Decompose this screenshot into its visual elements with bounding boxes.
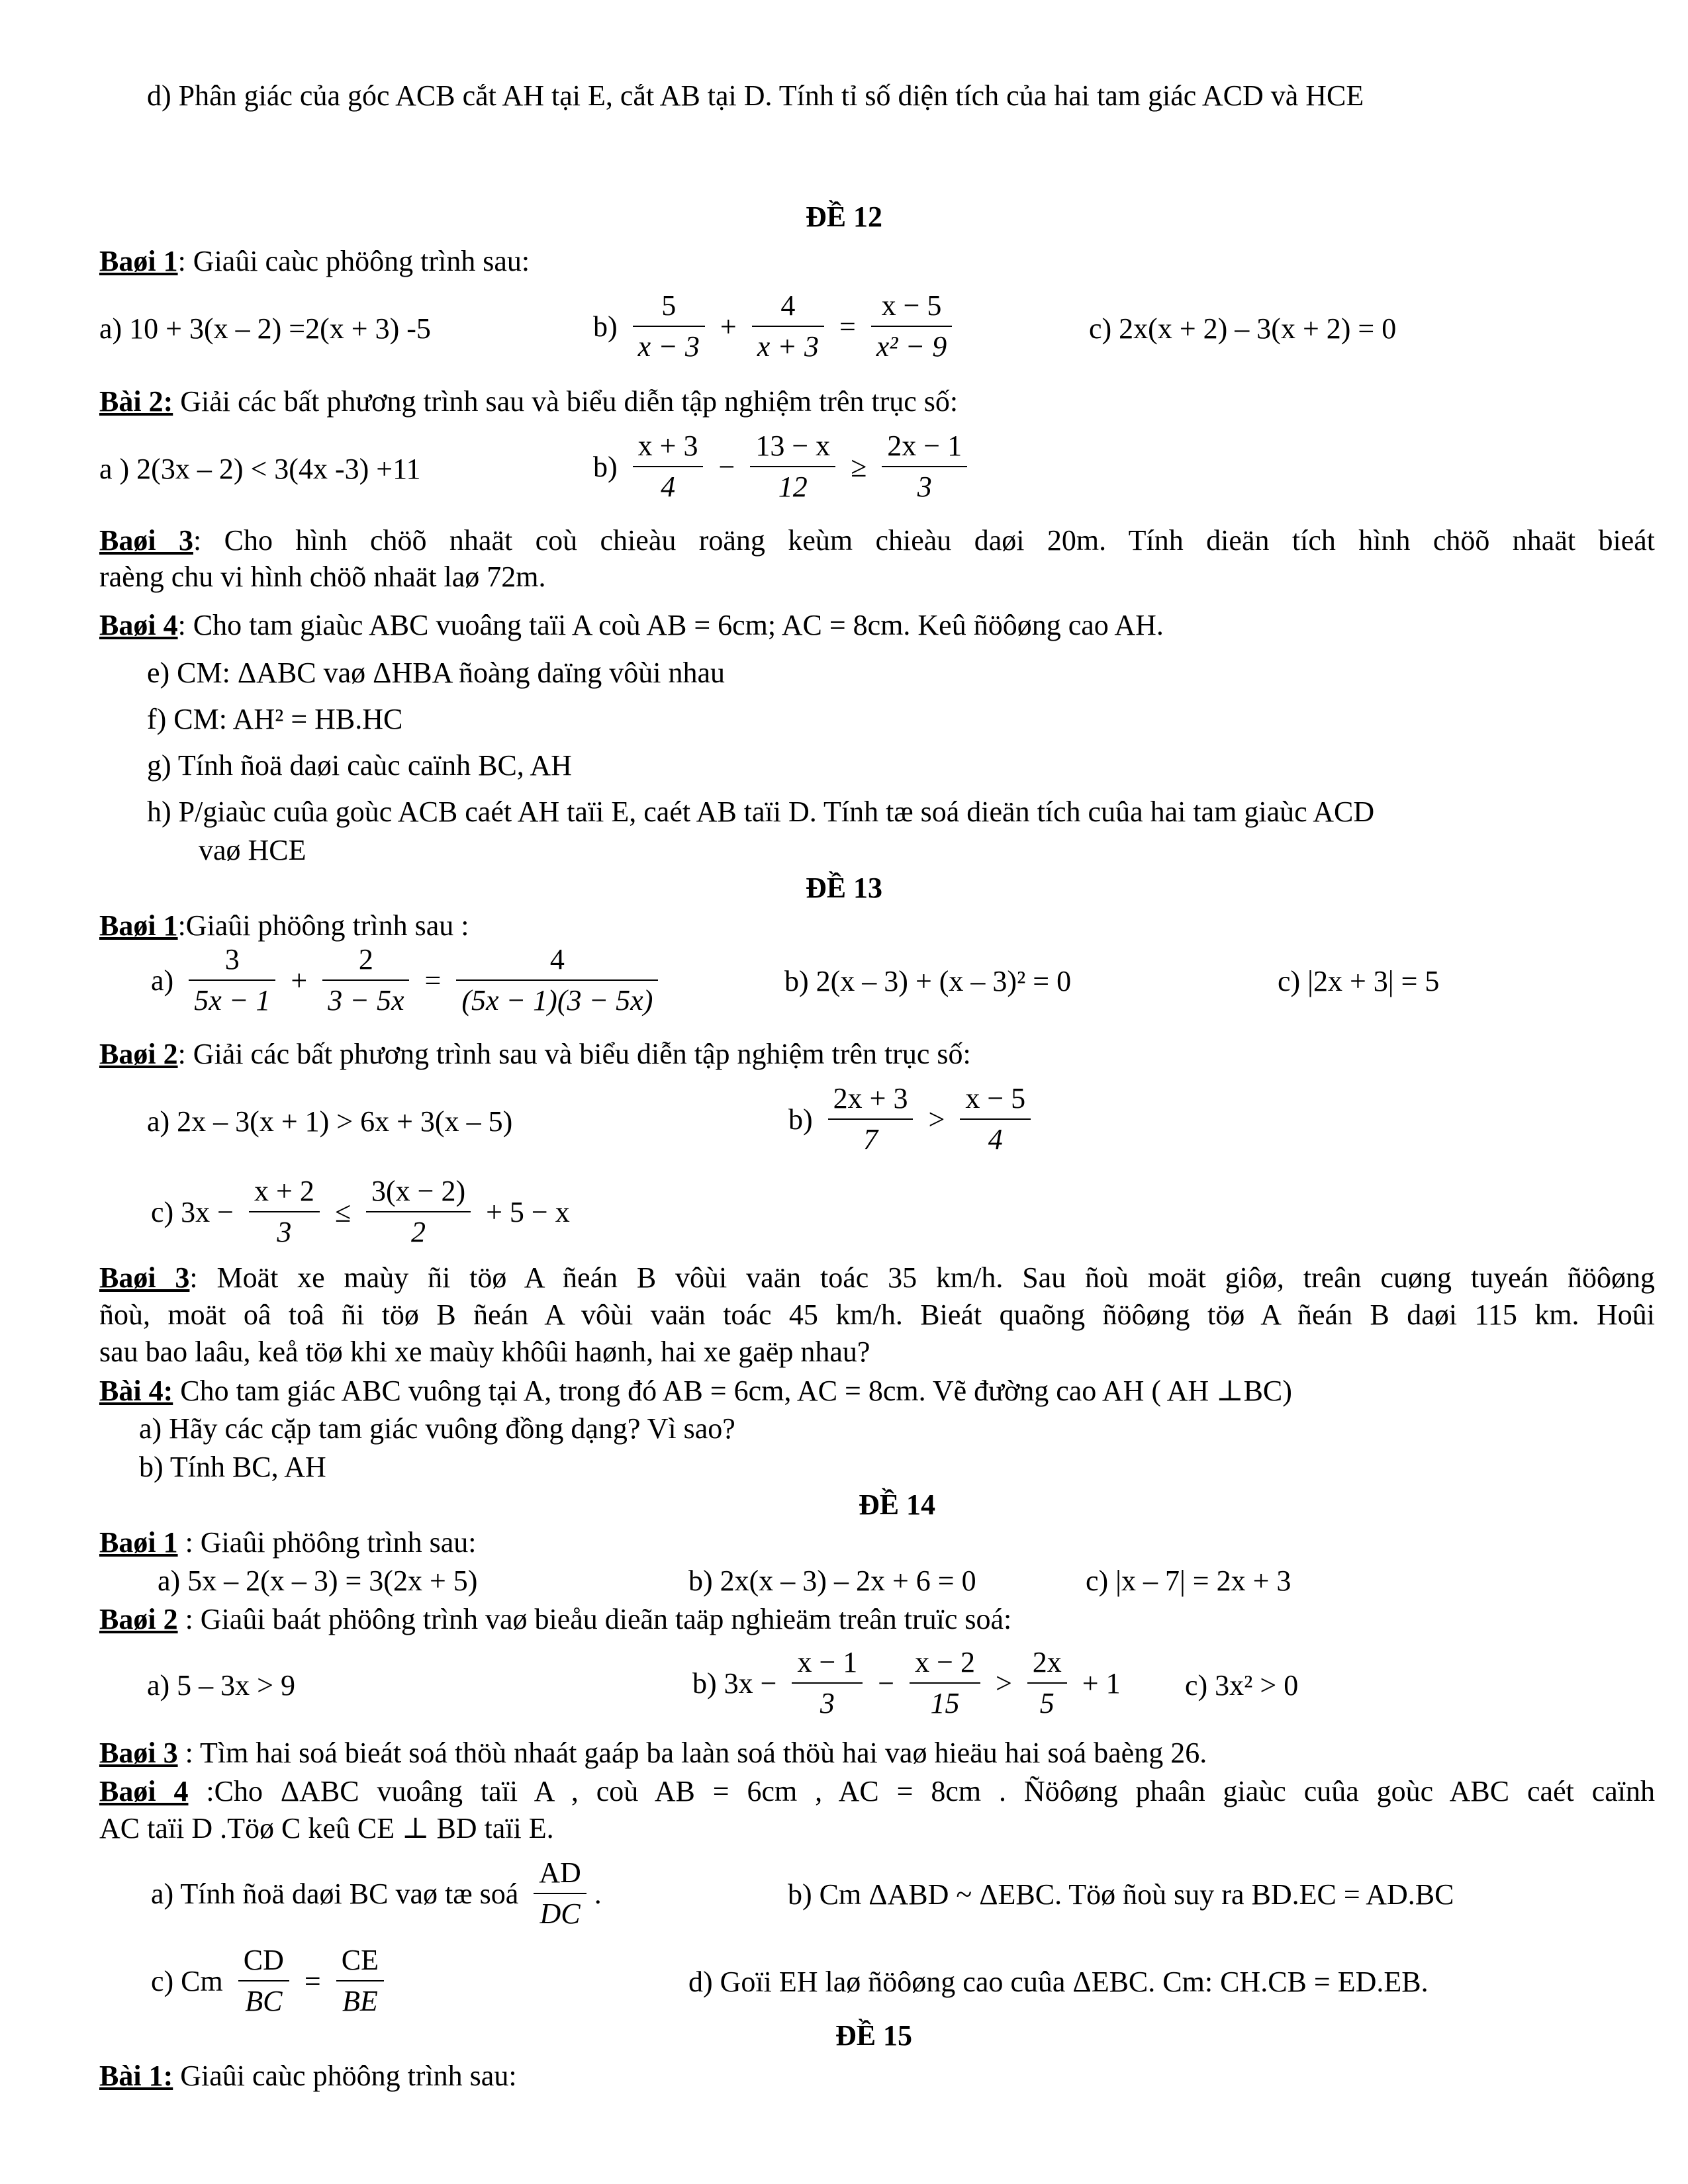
de15-bai1	[99, 2058, 517, 2094]
de14-bai4-text: :Cho ΔABC vuoâng taïi A , coù AB = 6cm , AC = 8cm . Ñöôøng phaân giaùc cuûa goùc ABC caét caïnh	[188, 1775, 1656, 1807]
de12-bai4-label: Baøi 4	[99, 609, 178, 641]
fraction: $\frac{x - 5}{\text{x² − 9}}$	[871, 286, 952, 367]
fraction: $\frac{13 - x}{12}$	[750, 426, 835, 507]
de12-bai4-f: f) CM: AH² = HB.HC	[147, 703, 403, 735]
de14-bai4-a-prefix: a) Tính ñoä daøi BC vaø tæ soá	[151, 1877, 519, 1910]
de13-bai4-text: Cho tam giác ABC vuông tại A, trong đó AB = 6cm, AC = 8cm. Vẽ đường cao AH ( AH ⊥BC)	[173, 1375, 1292, 1407]
de12-bai3-text: : Cho hình chöõ nhaät coù chieàu roäng keùm chieàu daøi 20m. Tính dieän tích hình chöõ nhaät bieát	[193, 524, 1655, 557]
de14-bai4-text-2: AC taïi D .Töø C keû CE ⊥ BD taïi E.	[99, 1812, 554, 1844]
fraction: $\frac{x - 1}{3}$	[792, 1643, 863, 1723]
fraction: $\frac{2x}{5}$	[1027, 1643, 1067, 1723]
de12-bai2-text: Giải các bất phương trình sau và biểu diễn tập nghiệm trên trục số:	[173, 385, 959, 418]
de13-bai1-text: :Giaûi phöông trình sau :	[177, 909, 469, 942]
de14-bai2-b-tail: + 1	[1082, 1666, 1121, 1700]
de13-bai2-label: Baøi 2	[99, 1038, 178, 1070]
fraction: $\frac{AD}{DC}$	[534, 1853, 586, 1934]
de12-bai4-text: : Cho tam giaùc ABC vuoâng taïi A coù AB = 6cm; AC = 8cm. Keû ñöôøng cao AH.	[177, 609, 1164, 641]
de12-bai1-label: Baøi 1	[99, 245, 178, 277]
de14-bai4-label: Baøi 4	[99, 1775, 189, 1807]
de12-bai3-text-2: raèng chu vi hình chöõ nhaät laø 72m.	[99, 561, 546, 593]
fraction: $\frac{2x + 3}{7}$	[828, 1079, 914, 1160]
de14-bai4	[99, 1774, 1655, 1809]
fraction: $\frac{4}{x + 3}$	[752, 286, 824, 367]
fraction: $\frac{3}{5x - 1}$	[189, 940, 275, 1021]
de14-bai2-c: c) 3x² > 0	[1185, 1669, 1299, 1702]
de14-bai1-text: : Giaûi phöông trình sau:	[177, 1526, 477, 1559]
de13-bai4-label: Bài 4:	[99, 1375, 173, 1407]
fraction: $\frac{2}{3 - 5x}$	[322, 940, 409, 1021]
de12-bai1-b: b) $\frac{5}{x - 3}$ + $\frac{4}{x + 3}$ = $\frac{x - 5}{\text{x² − 9}}$	[589, 286, 956, 367]
de12-bai2-b: b) $\frac{x + 3}{4}$ − $\frac{13 - x}{12}$ ≥ $\frac{2x - 1}{3}$	[589, 426, 971, 507]
de11-item-d: d) Phân giác của góc ACB cắt AH tại E, cắt AB tại D. Tính tỉ số diện tích của hai tam giác ACD và HCE	[147, 79, 1364, 112]
de13-bai3	[99, 1260, 1655, 1296]
fraction: $\frac{5}{x - 3}$	[633, 286, 705, 367]
de13-bai3-label: Baøi 3	[99, 1261, 190, 1294]
de12-bai3-label: Baøi 3	[99, 524, 193, 557]
de14-title: ĐỀ 14	[858, 1488, 936, 1521]
de13-title: ĐỀ 13	[805, 872, 883, 904]
de12-bai3	[99, 523, 1655, 559]
de12-bai4-g: g) Tính ñoä daøi caùc caïnh BC, AH	[147, 749, 572, 782]
de13-bai1	[99, 908, 469, 944]
de13-bai2-c-tail: + 5 − x	[486, 1195, 570, 1228]
de13-bai2-text: : Giải các bất phương trình sau và biểu diễn tập nghiệm trên trục số:	[177, 1038, 971, 1070]
de12-bai2-b-prefix: b)	[593, 450, 618, 483]
de14-bai2-text: : Giaûi baát phöông trình vaø bieåu dieãn taäp nghieäm treân truïc soá:	[177, 1603, 1012, 1635]
fraction: $\frac{x + 3}{4}$	[633, 426, 704, 507]
de13-bai3-text-3: sau bao laâu, keå töø khi xe maùy khôûi haønh, hai xe gaëp nhau?	[99, 1336, 870, 1368]
de14-bai1	[99, 1525, 477, 1561]
fraction: $\frac{x + 2}{3}$	[249, 1171, 320, 1252]
de13-bai1-b: b) 2(x – 3) + (x – 3)² = 0	[784, 965, 1072, 997]
de14-bai3-label: Baøi 3	[99, 1737, 178, 1769]
de14-bai4-c-prefix: c) Cm	[151, 1964, 223, 1997]
de13-bai1-label: Baøi 1	[99, 909, 178, 942]
de13-bai2-b: b) $\frac{2x + 3}{7}$ > $\frac{x - 5}{4}$	[784, 1079, 1035, 1160]
de15-bai1-text: Giaûi caùc phöông trình sau:	[173, 2060, 517, 2092]
de14-bai4-c: c) Cm $\frac{CD}{BC}$ = $\frac{CE}{BE}$	[147, 1940, 388, 2021]
de12-bai1-c: c) 2x(x + 2) – 3(x + 2) = 0	[1089, 312, 1397, 345]
de12-bai1-b-prefix: b)	[593, 310, 618, 343]
fraction: $\frac{x - 2}{15}$	[910, 1643, 980, 1723]
de14-bai2-label: Baøi 2	[99, 1603, 178, 1635]
de12-bai1-text: : Giaûi caùc phöông trình sau:	[177, 245, 530, 277]
de12-bai4	[99, 608, 1164, 643]
de12-bai2	[99, 384, 958, 420]
de13-bai4-b: b) Tính BC, AH	[139, 1451, 326, 1483]
de12-bai1-a: a) 10 + 3(x – 2) =2(x + 3) -5	[99, 312, 431, 345]
fraction: $\frac{CD}{BC}$	[238, 1940, 289, 2021]
de12-bai1	[99, 244, 530, 279]
de14-bai1-label: Baøi 1	[99, 1526, 178, 1559]
de13-bai2-b-prefix: b)	[788, 1103, 813, 1136]
de13-bai1-a: a) $\frac{3}{5x - 1}$ + $\frac{2}{3 - 5x}$ = $\frac{4}{(5x - 1)(3 - 5x)}$	[147, 940, 662, 1021]
fraction: $\frac{4}{(5x - 1)(3 - 5x)}$	[456, 940, 658, 1021]
fraction: $\frac{x - 5}{4}$	[960, 1079, 1031, 1160]
de13-bai2-c: c) 3x − $\frac{x + 2}{3}$ ≤ $\frac{3(x - 2)}{2}$ + 5 − x	[147, 1171, 574, 1252]
de13-bai4	[99, 1373, 1292, 1409]
de13-bai2	[99, 1036, 971, 1072]
de13-bai3-text-2: ñoù, moät oâ toâ ñi töø B ñeán A vôùi vaän toác 45 km/h. Bieát quaõng ñöôøng töø A ñeán B daøi 115 km. Hoûi	[99, 1298, 1655, 1331]
de13-bai4-a: a) Hãy các cặp tam giác vuông đồng dạng? Vì sao?	[139, 1412, 735, 1445]
de14-bai4-d: d) Goïi EH laø ñöôøng cao cuûa ΔEBC. Cm: CH.CB = ED.EB.	[688, 1966, 1429, 1998]
fraction: $\frac{2x - 1}{3}$	[882, 426, 967, 507]
de12-bai2-a: a ) 2(3x – 2) < 3(4x -3) +11	[99, 453, 421, 485]
de13-bai1-c: c) |2x + 3| = 5	[1278, 965, 1440, 997]
de13-bai1-a-prefix: a)	[151, 964, 174, 997]
de14-bai2	[99, 1602, 1011, 1637]
de14-bai1-a: a) 5x – 2(x – 3) = 3(2x + 5)	[158, 1565, 478, 1597]
de14-bai2-b-prefix: b) 3x −	[692, 1666, 777, 1700]
de12-bai4-h-2: vaø HCE	[199, 834, 306, 866]
fraction: $\frac{3(x - 2)}{2}$	[366, 1171, 471, 1252]
de12-bai4-h: h) P/giaùc cuûa goùc ACB caét AH taïi E, caét AB taïi D. Tính tæ soá dieän tích cuûa hai tam giaùc ACD	[147, 796, 1375, 828]
de13-bai2-a: a) 2x – 3(x + 1) > 6x + 3(x – 5)	[147, 1105, 513, 1138]
de14-bai4-a: a) Tính ñoä daøi BC vaø tæ soá $\frac{AD}{DC}$ .	[147, 1853, 606, 1934]
de12-title: ĐỀ 12	[805, 201, 883, 233]
de13-bai3-text: : Moät xe maùy ñi töø A ñeán B vôùi vaän toác 35 km/h. Sau ñoù moät giôø, treân cuøng tuyeán ñöôøng	[189, 1261, 1655, 1294]
de14-bai2-b: b) 3x − $\frac{x - 1}{3}$ − $\frac{x - 2}{15}$ > $\frac{2x}{5}$ + 1	[688, 1643, 1125, 1723]
de14-bai1-b: b) 2x(x – 3) – 2x + 6 = 0	[688, 1565, 976, 1597]
de14-bai4-b: b) Cm ΔABD ~ ΔEBC. Töø ñoù suy ra BD.EC = AD.BC	[788, 1878, 1454, 1911]
de14-bai1-c: c) |x – 7| = 2x + 3	[1086, 1565, 1291, 1597]
de15-bai1-label: Bài 1:	[99, 2060, 173, 2092]
fraction: $\frac{CE}{BE}$	[336, 1940, 384, 2021]
de12-bai4-e: e) CM: ΔABC vaø ΔHBA ñoàng daïng vôùi nhau	[147, 657, 725, 689]
de15-title: ĐỀ 15	[835, 2019, 913, 2052]
de12-bai2-label: Bài 2:	[99, 385, 173, 418]
de14-bai2-a: a) 5 – 3x > 9	[147, 1669, 295, 1702]
de14-bai3	[99, 1735, 1207, 1771]
de14-bai3-text: : Tìm hai soá bieát soá thöù nhaát gaáp ba laàn soá thöù hai vaø hieäu hai soá baèng 26.	[177, 1737, 1207, 1769]
de13-bai2-c-prefix: c) 3x −	[151, 1195, 234, 1228]
